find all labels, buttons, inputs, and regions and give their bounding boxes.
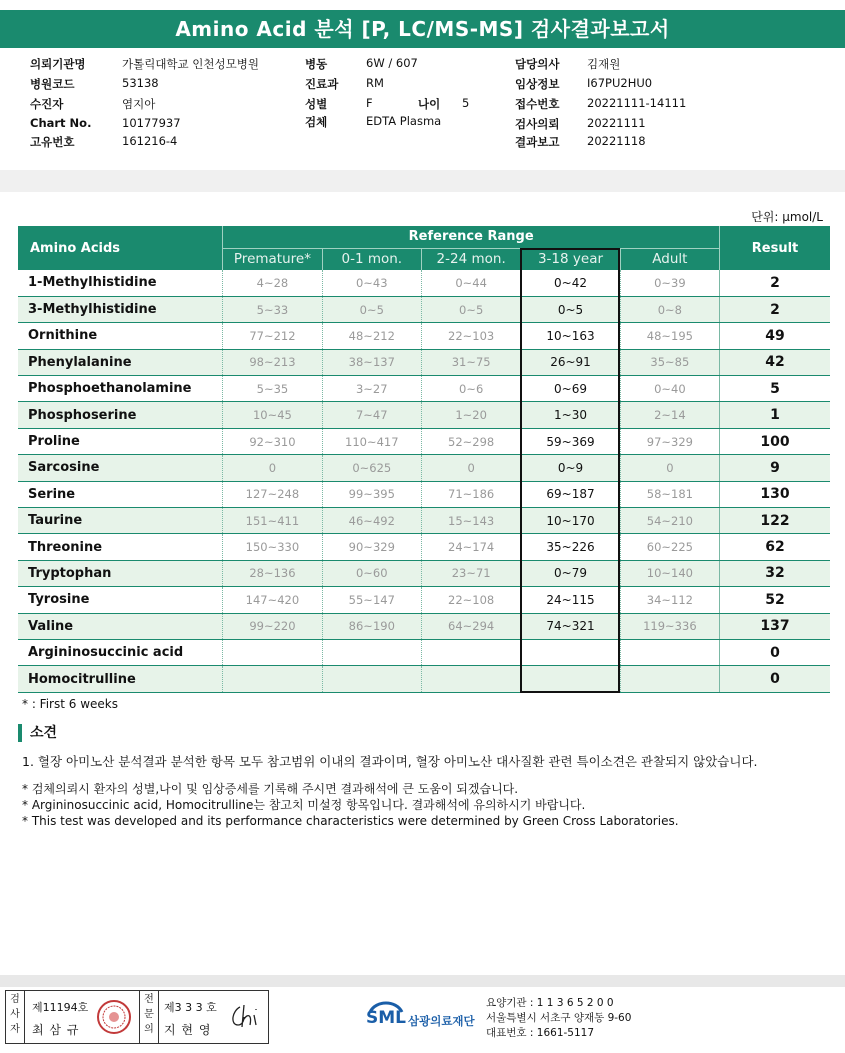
note-line: * Argininosuccinic acid, Homocitrulline는 참고치 미설정 항목입니다. 결과해석에 유의하시기 바랍니다. [22, 798, 586, 812]
reference-range-cell: 97~329 [620, 428, 719, 454]
info-label: 담당의사 [515, 57, 560, 71]
reference-range-cell: 119~336 [620, 613, 719, 639]
amino-acid-name: Serine [18, 481, 223, 507]
result-value: 52 [720, 587, 830, 613]
reference-range-cell: 92~310 [223, 428, 322, 454]
result-value: 130 [720, 481, 830, 507]
reference-range-cell: 3~27 [322, 376, 421, 402]
reference-range-cell: 22~103 [421, 323, 520, 349]
reference-range-cell: 90~329 [322, 534, 421, 560]
ref-col-header: 0-1 mon. [322, 248, 421, 270]
ref-col-header: 2-24 mon. [421, 248, 520, 270]
reference-range-cell [620, 639, 719, 665]
amino-acid-name: Phosphoethanolamine [18, 376, 223, 402]
info-label: 접수번호 [515, 97, 560, 111]
note-line: * This test was developed and its performance characteristics were determined by Green Cross Laboratories. [22, 814, 679, 828]
info-value: 김재원 [587, 57, 621, 71]
reference-range-cell: 4~28 [223, 270, 322, 296]
amino-acid-name: Sarcosine [18, 455, 223, 481]
table-row [18, 270, 830, 296]
reference-range-cell: 151~411 [223, 508, 322, 534]
reference-range-cell: 1~30 [521, 402, 620, 428]
info-value: 염지아 [122, 97, 156, 111]
reference-range-cell: 98~213 [223, 349, 322, 375]
info-label: 검사의뢰 [515, 117, 560, 131]
reference-range-cell: 1~20 [421, 402, 520, 428]
reference-range-cell [223, 666, 322, 692]
reference-range-cell: 59~369 [521, 428, 620, 454]
info-label: 결과보고 [515, 135, 560, 149]
reference-range-cell: 2~14 [620, 402, 719, 428]
table-row [18, 481, 830, 507]
table-row [18, 534, 830, 560]
amino-acid-name: Proline [18, 428, 223, 454]
reference-range-cell: 0~44 [421, 270, 520, 296]
org-logo [366, 996, 486, 1038]
reference-range-cell [620, 666, 719, 692]
result-value: 2 [720, 296, 830, 322]
reference-range-cell: 127~248 [223, 481, 322, 507]
reference-range-cell: 28~136 [223, 560, 322, 586]
license-no-2: 제3 3 3 호 [164, 1001, 217, 1014]
reference-range-cell: 0~39 [620, 270, 719, 296]
info-value: I67PU2HU0 [587, 76, 653, 90]
results-table [18, 226, 830, 693]
result-value: 1 [720, 402, 830, 428]
reference-range-cell: 86~190 [322, 613, 421, 639]
reference-range-cell: 58~181 [620, 481, 719, 507]
info-value: 가톨릭대학교 인천성모병원 [122, 57, 259, 71]
divider [158, 991, 159, 1043]
reference-range-cell: 52~298 [421, 428, 520, 454]
info-value: RM [366, 76, 384, 90]
col-header-reference-range: Reference Range [223, 226, 720, 248]
table-row [18, 613, 830, 639]
result-value: 0 [720, 666, 830, 692]
info-label: 임상정보 [515, 77, 560, 91]
reference-range-cell: 26~91 [521, 349, 620, 375]
table-row [18, 587, 830, 613]
reference-range-cell: 60~225 [620, 534, 719, 560]
notes [22, 781, 679, 829]
table-row [18, 560, 830, 586]
reference-range-cell [421, 666, 520, 692]
reference-range-cell: 0~9 [521, 455, 620, 481]
ref-col-header: Premature* [223, 248, 322, 270]
signer-name-2: 지 현 영 [164, 1023, 212, 1037]
reference-range-cell: 35~226 [521, 534, 620, 560]
opinion-text: 1. 혈장 아미노산 분석결과 분석한 항목 모두 참고범위 이내의 결과이며, 혈장 아미노산 대사질환 관련 특이소견은 관찰되지 않았습니다. [22, 754, 758, 769]
table-row [18, 323, 830, 349]
reference-range-cell [521, 639, 620, 665]
info-value: 20221111 [587, 116, 646, 130]
handwritten-signature-icon [228, 1001, 264, 1031]
amino-acid-name: Tryptophan [18, 560, 223, 586]
info-value: 6W / 607 [366, 56, 418, 70]
reference-range-cell: 5~35 [223, 376, 322, 402]
info-value: F [366, 96, 373, 110]
reference-range-cell [223, 639, 322, 665]
result-value: 122 [720, 508, 830, 534]
amino-acid-name: Ornithine [18, 323, 223, 349]
divider [139, 991, 140, 1043]
result-value: 100 [720, 428, 830, 454]
amino-acid-name: 1-Methylhistidine [18, 270, 223, 296]
info-label: 병원코드 [30, 77, 75, 91]
result-value: 42 [720, 349, 830, 375]
age-value: 5 [462, 96, 470, 110]
org-info [486, 996, 631, 1041]
patient-info [0, 56, 845, 156]
result-value: 9 [720, 455, 830, 481]
info-value: 20221111-14111 [587, 96, 687, 110]
signer-name-1: 최 삼 규 [32, 1023, 80, 1037]
reference-range-cell: 110~417 [322, 428, 421, 454]
table-row [18, 508, 830, 534]
reference-range-cell: 0~42 [521, 270, 620, 296]
reference-range-cell: 7~47 [322, 402, 421, 428]
table-row [18, 402, 830, 428]
divider [0, 170, 845, 192]
reference-range-cell: 0~79 [521, 560, 620, 586]
reference-range-cell: 0~40 [620, 376, 719, 402]
col-header-result: Result [720, 226, 830, 270]
reference-range-cell: 10~45 [223, 402, 322, 428]
reference-range-cell: 71~186 [421, 481, 520, 507]
reference-range-cell: 5~33 [223, 296, 322, 322]
reference-range-cell: 48~212 [322, 323, 421, 349]
reference-range-cell: 24~174 [421, 534, 520, 560]
reference-range-cell: 22~108 [421, 587, 520, 613]
reference-range-cell: 0~60 [322, 560, 421, 586]
org-phone: 대표번호 : 1661-5117 [486, 1027, 595, 1039]
reference-range-cell: 34~112 [620, 587, 719, 613]
info-label: 수진자 [30, 97, 64, 111]
reference-range-cell: 48~195 [620, 323, 719, 349]
result-value: 62 [720, 534, 830, 560]
amino-acid-name: Phenylalanine [18, 349, 223, 375]
info-label: 의뢰기관명 [30, 57, 86, 71]
col-header-amino-acids: Amino Acids [18, 226, 223, 270]
reference-range-cell [322, 639, 421, 665]
amino-acid-name: Taurine [18, 508, 223, 534]
info-label: 병동 [305, 57, 328, 71]
result-value: 2 [720, 270, 830, 296]
footer-divider [0, 975, 845, 987]
info-value: 10177937 [122, 116, 181, 130]
org-code: 요양기관 : 1 1 3 6 5 2 0 0 [486, 997, 614, 1009]
reference-range-cell: 0~69 [521, 376, 620, 402]
info-label: 성별 [305, 97, 328, 111]
reference-range-cell: 0 [223, 455, 322, 481]
table-row [18, 376, 830, 402]
reference-range-cell: 69~187 [521, 481, 620, 507]
reference-range-cell: 74~321 [521, 613, 620, 639]
reference-range-cell: 147~420 [223, 587, 322, 613]
amino-acid-name: Tyrosine [18, 587, 223, 613]
age-label: 나이 [418, 97, 441, 111]
reference-range-cell [322, 666, 421, 692]
reference-range-cell: 0 [421, 455, 520, 481]
result-value: 49 [720, 323, 830, 349]
reference-range-cell: 0~5 [521, 296, 620, 322]
reference-range-cell: 64~294 [421, 613, 520, 639]
signature-label-1: 검 사 자 [10, 994, 20, 1035]
table-row [18, 296, 830, 322]
org-address: 서울특별시 서초구 양재동 9-60 [486, 1012, 632, 1024]
reference-range-cell: 99~220 [223, 613, 322, 639]
reference-range-cell [521, 666, 620, 692]
reference-range-cell: 0~5 [421, 296, 520, 322]
info-value: 20221118 [587, 134, 646, 148]
reference-range-cell: 77~212 [223, 323, 322, 349]
reference-range-cell: 0~5 [322, 296, 421, 322]
reference-range-cell [421, 639, 520, 665]
reference-range-cell: 24~115 [521, 587, 620, 613]
license-no-1: 제11194호 [32, 1001, 89, 1014]
reference-range-cell: 10~140 [620, 560, 719, 586]
result-value: 137 [720, 613, 830, 639]
reference-range-cell: 15~143 [421, 508, 520, 534]
reference-range-cell: 0~625 [322, 455, 421, 481]
reference-range-cell: 46~492 [322, 508, 421, 534]
reference-range-cell: 35~85 [620, 349, 719, 375]
divider [24, 991, 25, 1043]
amino-acid-name: Valine [18, 613, 223, 639]
info-value: 161216-4 [122, 134, 178, 148]
reference-range-cell: 38~137 [322, 349, 421, 375]
result-value: 5 [720, 376, 830, 402]
reference-range-cell: 54~210 [620, 508, 719, 534]
reference-range-cell: 0~8 [620, 296, 719, 322]
reference-range-cell: 0~43 [322, 270, 421, 296]
footnote: * : First 6 weeks [22, 697, 118, 711]
info-label: 고유번호 [30, 135, 75, 149]
table-row [18, 455, 830, 481]
report-title: Amino Acid 분석 [P, LC/MS-MS] 검사결과보고서 [0, 10, 845, 48]
info-label: 진료과 [305, 77, 339, 91]
amino-acid-name: Argininosuccinic acid [18, 639, 223, 665]
reference-range-cell: 55~147 [322, 587, 421, 613]
info-value: EDTA Plasma [366, 114, 442, 128]
result-value: 0 [720, 639, 830, 665]
table-row [18, 428, 830, 454]
table-row [18, 349, 830, 375]
amino-acid-name: Phosphoserine [18, 402, 223, 428]
unit-label: 단위: μmol/L [751, 210, 823, 224]
reference-range-cell: 23~71 [421, 560, 520, 586]
amino-acid-name: 3-Methylhistidine [18, 296, 223, 322]
reference-range-cell: 99~395 [322, 481, 421, 507]
amino-acid-name: Threonine [18, 534, 223, 560]
ref-col-header: 3-18 year [521, 248, 620, 270]
info-label: Chart No. [30, 116, 92, 130]
info-label: 검체 [305, 115, 328, 129]
reference-range-cell: 31~75 [421, 349, 520, 375]
seal-stamp-icon [96, 999, 132, 1035]
signature-box [5, 990, 269, 1044]
table-row [18, 666, 830, 692]
signature-label-2: 전 문 의 [144, 994, 154, 1035]
reference-range-cell: 150~330 [223, 534, 322, 560]
amino-acid-name: Homocitrulline [18, 666, 223, 692]
note-line: * 검체의뢰시 환자의 성별,나이 및 임상증세를 기록해 주시면 결과해석에 큰 도움이 되겠습니다. [22, 782, 519, 796]
reference-range-cell: 10~163 [521, 323, 620, 349]
ref-col-header: Adult [620, 248, 719, 270]
reference-range-cell: 0~6 [421, 376, 520, 402]
info-value: 53138 [122, 76, 159, 90]
logo-text: SML [366, 1008, 406, 1028]
opinion-title: 소견 [18, 724, 57, 742]
reference-range-cell: 10~170 [521, 508, 620, 534]
result-value: 32 [720, 560, 830, 586]
reference-range-cell: 0 [620, 455, 719, 481]
table-row [18, 639, 830, 665]
org-name: 삼광의료재단 [408, 1014, 475, 1028]
